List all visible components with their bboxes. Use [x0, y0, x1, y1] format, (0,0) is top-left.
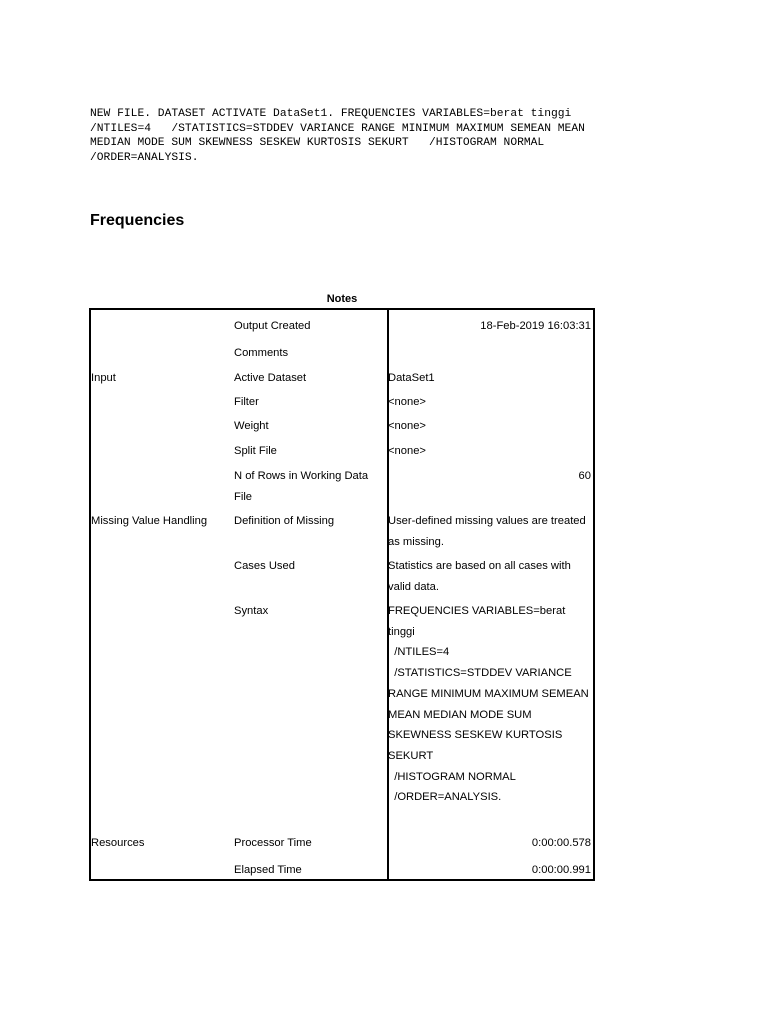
syntax-log-line: NEW FILE. DATASET ACTIVATE DataSet1. FREQUENCIES VARIABLES=berat tinggi: [90, 108, 572, 120]
syntax-value-line: SEKURT: [388, 750, 434, 762]
syntax-log: [90, 107, 585, 165]
notes-table: [89, 308, 595, 881]
n-rows-label-line: File: [234, 491, 253, 503]
cases-used-value-line: valid data.: [388, 581, 439, 593]
input-group-label: Input: [91, 372, 116, 384]
processor-time-label: Processor Time: [234, 837, 312, 849]
definition-of-missing-value-line: as missing.: [388, 536, 444, 548]
cases-used-label: Cases Used: [234, 560, 295, 572]
output-created-value: 18-Feb-2019 16:03:31: [480, 320, 591, 332]
n-rows-label-line: N of Rows in Working Data: [234, 470, 369, 482]
notes-table-title: Notes: [326, 293, 358, 305]
processor-time-value: 0:00:00.578: [531, 837, 591, 849]
syntax-value-line: RANGE MINIMUM MAXIMUM SEMEAN: [388, 688, 589, 700]
syntax-log-line: /NTILES=4 /STATISTICS=STDDEV VARIANCE RANGE MINIMUM MAXIMUM SEMEAN MEAN: [90, 122, 585, 135]
syntax-log-line: /ORDER=ANALYSIS.: [90, 151, 199, 164]
syntax-value-line: /HISTOGRAM NORMAL: [388, 771, 516, 783]
definition-of-missing-label: Definition of Missing: [234, 515, 335, 527]
cases-used-value-line: Statistics are based on all cases with: [388, 560, 571, 572]
elapsed-time-label: Elapsed Time: [234, 864, 302, 876]
weight-label: Weight: [234, 420, 269, 432]
section-heading: Frequencies: [90, 212, 185, 229]
weight-value: <none>: [388, 420, 426, 432]
active-dataset-value: DataSet1: [388, 372, 435, 384]
resources-group-label: Resources: [91, 837, 145, 849]
filter-label: Filter: [234, 396, 259, 408]
missing-group-label: Missing Value Handling: [91, 515, 208, 527]
elapsed-time-value: 0:00:00.991: [531, 864, 591, 876]
comments-label: Comments: [234, 347, 289, 359]
syntax-label: Syntax: [234, 605, 269, 617]
syntax-value-line: tinggi: [388, 626, 415, 638]
syntax-value-line: /ORDER=ANALYSIS.: [388, 791, 502, 803]
syntax-value-line: MEAN MEDIAN MODE SUM: [388, 709, 532, 721]
n-rows-value: 60: [578, 470, 591, 482]
split-file-label: Split File: [234, 445, 277, 457]
syntax-value-line: SKEWNESS SESKEW KURTOSIS: [388, 729, 563, 741]
syntax-value-line: FREQUENCIES VARIABLES=berat: [388, 605, 566, 617]
definition-of-missing-value-line: User-defined missing values are treated: [388, 515, 586, 527]
output-created-label: Output Created: [234, 320, 311, 332]
active-dataset-label: Active Dataset: [234, 372, 307, 384]
syntax-value-line: /NTILES=4: [388, 646, 450, 658]
syntax-value-line: /STATISTICS=STDDEV VARIANCE: [388, 667, 572, 679]
split-file-value: <none>: [388, 445, 426, 457]
syntax-log-line: MEDIAN MODE SUM SKEWNESS SESKEW KURTOSIS SEKURT /HISTOGRAM NORMAL: [90, 137, 545, 149]
filter-value: <none>: [388, 396, 426, 408]
